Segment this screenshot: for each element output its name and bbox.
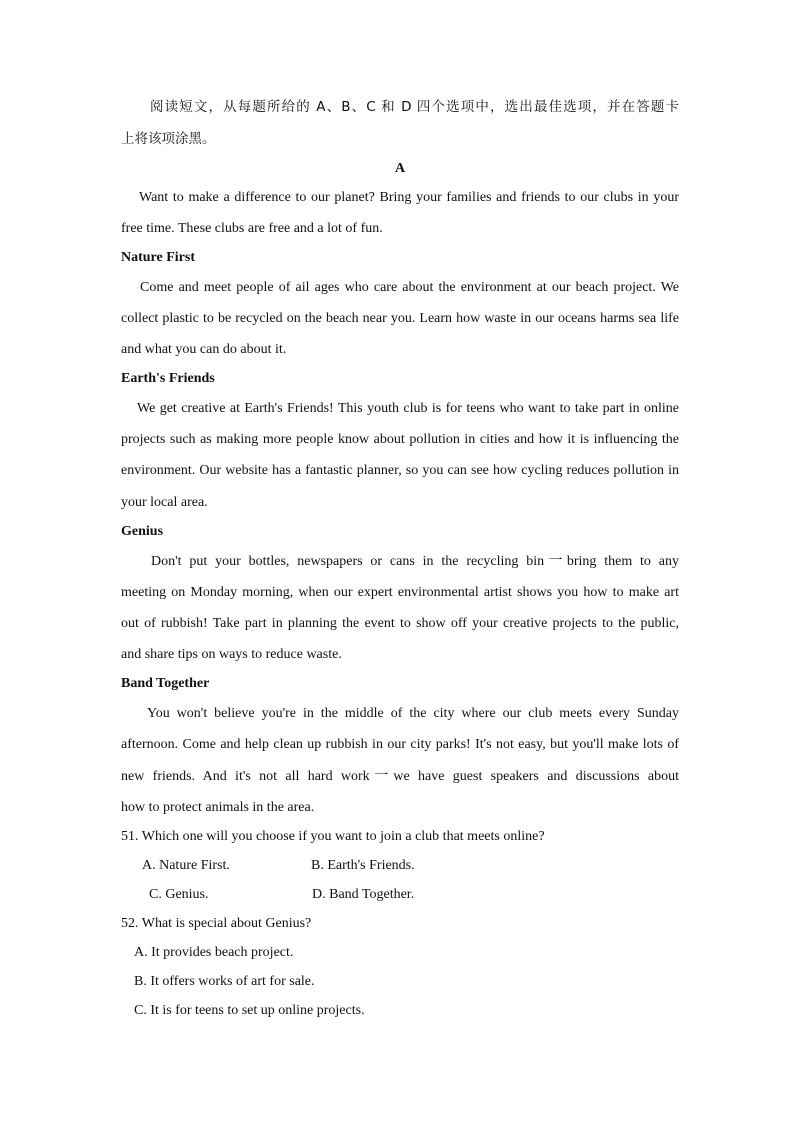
club-text-line: meeting on Monday morning, when our expert environmental artist shows you how to make art	[121, 585, 679, 600]
club-text-line: collect plastic to be recycled on the beach near you. Learn how waste in our oceans harms sea life	[121, 311, 679, 326]
question-51-option-c: C. Genius.	[149, 887, 209, 902]
question-51-option-d: D. Band Together.	[312, 887, 415, 902]
section-label: A	[394, 161, 406, 176]
club-text-line: Come and meet people of ail ages who care about the environment at our beach project. We	[140, 280, 679, 295]
club-text-line: and what you can do about it.	[121, 342, 287, 357]
intro-line-1: Want to make a difference to our planet? Bring your families and friends to our clubs in your	[139, 190, 679, 205]
club-heading-earths-friends: Earth's Friends	[121, 371, 215, 386]
question-52-option-c: C. It is for teens to set up online projects.	[134, 1003, 365, 1018]
question-51-option-b: B. Earth's Friends.	[311, 858, 415, 873]
club-heading-band-together: Band Together	[121, 676, 210, 691]
intro-line-2: free time. These clubs are free and a lot of fun.	[121, 221, 383, 236]
club-text-line: and share tips on ways to reduce waste.	[121, 647, 342, 662]
question-52-stem: 52. What is special about Genius?	[121, 916, 312, 931]
club-heading-nature-first: Nature First	[121, 250, 195, 265]
question-52-option-b: B. It offers works of art for sale.	[134, 974, 315, 989]
club-text-line: new friends. And it's not all hard work一we have guest speakers and discussions about	[121, 769, 679, 784]
club-text-line: afternoon. Come and help clean up rubbish in our city parks! It's not easy, but you'll make lots of	[121, 737, 679, 752]
instructions-line-2: 上将该项涂黑。	[121, 131, 216, 147]
club-text-line: projects such as making more people know about pollution in cities and how it is influencing the	[121, 432, 679, 447]
club-text-line: out of rubbish! Take part in planning the event to show off your creative projects to the public,	[121, 616, 679, 631]
question-51-stem: 51. Which one will you choose if you want to join a club that meets online?	[121, 829, 545, 844]
question-52-option-a: A. It provides beach project.	[134, 945, 294, 960]
question-51-option-a: A. Nature First.	[142, 858, 230, 873]
club-text-line: We get creative at Earth's Friends! This youth club is for teens who want to take part in online	[137, 401, 679, 416]
club-text-line: environment. Our website has a fantastic planner, so you can see how cycling reduces pollution in	[121, 463, 679, 478]
instructions-line-1: 阅读短文，从每题所给的 A、B、C 和 D 四个选项中，选出最佳选项，并在答题卡	[150, 99, 679, 115]
club-text-line: Don't put your bottles, newspapers or cans in the recycling bin一bring them to any	[151, 554, 679, 569]
club-text-line: You won't believe you're in the middle of the city where our club meets every Sunday	[147, 706, 679, 721]
club-heading-genius: Genius	[121, 524, 164, 539]
club-text-line: how to protect animals in the area.	[121, 800, 315, 815]
club-text-line: your local area.	[121, 495, 208, 510]
